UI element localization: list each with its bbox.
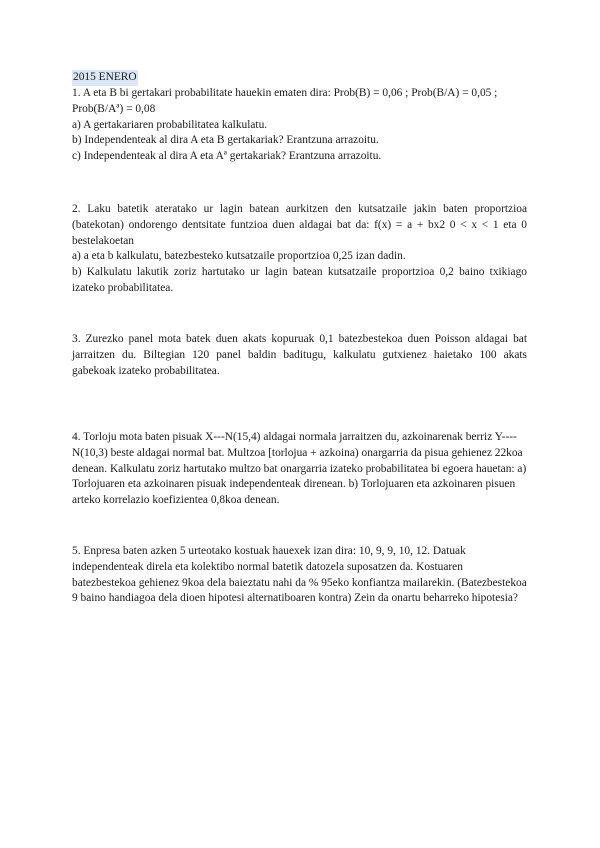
problem-1-part-c: c) Independenteak al dira A eta Aª gertakariak? Erantzuna arrazoitu. (72, 150, 382, 163)
problem-1-part-a: a) A gertakariaren probabilitatea kalkulatu. (72, 118, 268, 131)
problem-5-statement: 5. Enpresa baten azken 5 urteotako kostuak hauexek izan dira: 10, 9, 9, 10, 12. Datuak independenteak direla eta kolektibo normal batetik datozela suposatzen da. Kostuaren batezbestekoa gehienez 9koa dela baieztatu nahi da % 95eko konfiantza mailarekin. (Batezbestekoa 9 baino handiagoa dela dioen hipotesi alternatiboaren kontra) Zein da onartu beharreko hipotesia? (72, 545, 527, 605)
problem-1 (72, 86, 527, 165)
problem-5 (72, 544, 527, 607)
problem-4 (72, 430, 527, 509)
problem-3-statement: 3. Zurezko panel mota batek duen akats kopuruak 0,1 batezbestekoa duen Poisson aldagai bat jarraitzen du. Biltegian 120 panel baldin baditugu, kalkulatu gutxienez haietako 100 akats gabekoak izateko probabilitatea. (72, 333, 527, 377)
problem-2-part-b: b) Kalkulatu lakutik zoriz hartutako ur lagin batean kutsatzaile proportzioa 0,2 baino txikiago izateko probabilitatea. (72, 266, 527, 294)
problem-2-statement: 2. Laku batetik ateratako ur lagin batean aurkitzen den kutsatzaile jakin baten proportzioa (batekotan) ondorengo dentsitate funtzioa duen aldagai bat da: f(x) = a + bx2 0 < x < 1 eta 0 bestelakoetan (72, 203, 527, 247)
problem-1-statement: 1. A eta B bi gertakari probabilitate hauekin ematen dira: Prob(B) = 0,06 ; Prob(B/A) = 0,05 ; Prob(B/Aª) = 0,08 (72, 87, 498, 115)
problem-2-part-a: a) a eta b kalkulatu, batezbesteko kutsatzaile proportzioa 0,25 izan dadin. (72, 250, 406, 263)
document-title: 2015 ENERO (72, 70, 138, 86)
problem-4-statement: 4. Torloju mota baten pisuak X---N(15,4) aldagai normala jarraitzen du, azkoinarenak berriz Y----N(10,3) beste aldagai normal bat. Multzoa [torlojua + azkoina) onargarria da pisua gehienez 22koa denean. Kalkulatu zoriz hartutako multzo bat onargarria izateko probabilitatea bi egoera hauetan: a) Torlojuaren eta azkoinaren pisuak independenteak direnean. b) Torlojuaren eta azkoinaren pisuen arteko korrelazio koefizientea 0,8koa denean. (72, 431, 527, 507)
problem-2 (72, 202, 527, 297)
problem-3 (72, 332, 527, 379)
problem-1-part-b: b) Independenteak al dira A eta B gertakariak? Erantzuna arrazoitu. (72, 134, 379, 147)
